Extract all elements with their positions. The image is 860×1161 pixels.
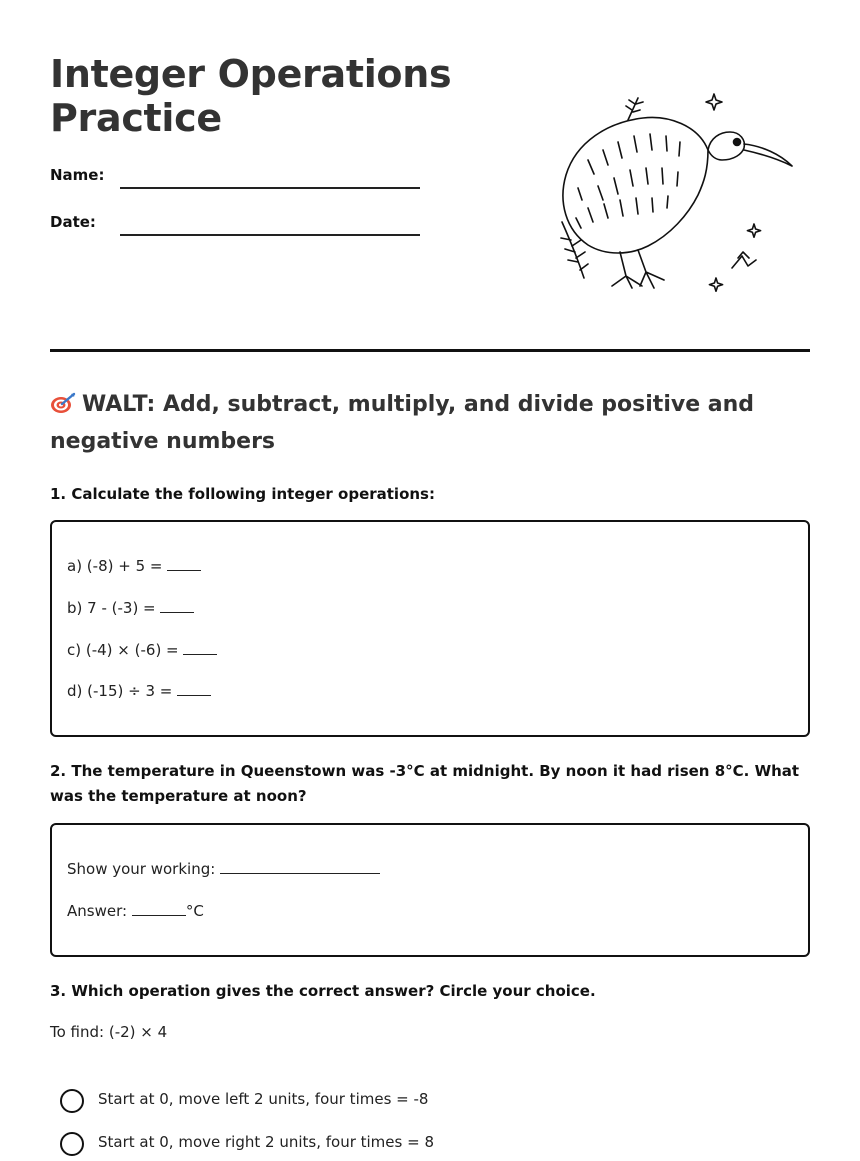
option-1-label[interactable]: Start at 0, move left 2 units, four times = -8 xyxy=(98,1090,429,1108)
answer-blank-b[interactable] xyxy=(160,599,194,613)
name-field[interactable] xyxy=(120,187,420,189)
name-label: Name: xyxy=(50,166,105,184)
question-2-title: 2. The temperature in Queenstown was -3°C at midnight. By noon it had risen 8°C. What was the temperature at noon? xyxy=(50,762,800,805)
question-3-prompt: To find: (-2) × 4 xyxy=(50,1023,168,1041)
working-label: Show your working: xyxy=(67,860,221,878)
question-1-item-a: a) (-8) + 5 = xyxy=(67,557,201,575)
question-1-title: 1. Calculate the following integer operations: xyxy=(50,485,435,503)
answer-row xyxy=(67,902,204,920)
answer-blank-d[interactable] xyxy=(177,682,211,696)
date-label: Date: xyxy=(50,213,96,231)
question-1-item-d: d) (-15) ÷ 3 = xyxy=(67,682,211,700)
answer-label: Answer: xyxy=(67,902,132,920)
answer-blank[interactable] xyxy=(132,902,186,916)
question-1-box xyxy=(50,520,810,737)
page-title-line-2: Practice xyxy=(50,96,222,140)
answer-blank-a[interactable] xyxy=(167,557,201,571)
question-2-box xyxy=(50,823,810,957)
walt-text: WALT: Add, subtract, multiply, and divide positive and negative numbers xyxy=(50,392,755,454)
answer-unit: °C xyxy=(185,902,204,920)
page-title xyxy=(50,52,470,140)
question-3-title: 3. Which operation gives the correct answer? Circle your choice. xyxy=(50,982,596,1000)
page-title-line-1: Integer Operations xyxy=(50,52,452,96)
kiwi-bird-illustration xyxy=(548,90,798,300)
option-1-radio[interactable] xyxy=(60,1089,84,1113)
date-field[interactable] xyxy=(120,234,420,236)
section-divider xyxy=(50,349,810,352)
working-blank[interactable] xyxy=(220,860,380,874)
target-dart-icon xyxy=(50,392,76,414)
answer-blank-c[interactable] xyxy=(183,641,217,655)
option-2-label[interactable]: Start at 0, move right 2 units, four times = 8 xyxy=(98,1133,434,1151)
option-2-radio[interactable] xyxy=(60,1132,84,1156)
question-1-item-c: c) (-4) × (-6) = xyxy=(67,641,217,659)
walt-heading xyxy=(50,386,820,460)
question-1-item-b: b) 7 - (-3) = xyxy=(67,599,194,617)
working-row xyxy=(67,860,380,878)
